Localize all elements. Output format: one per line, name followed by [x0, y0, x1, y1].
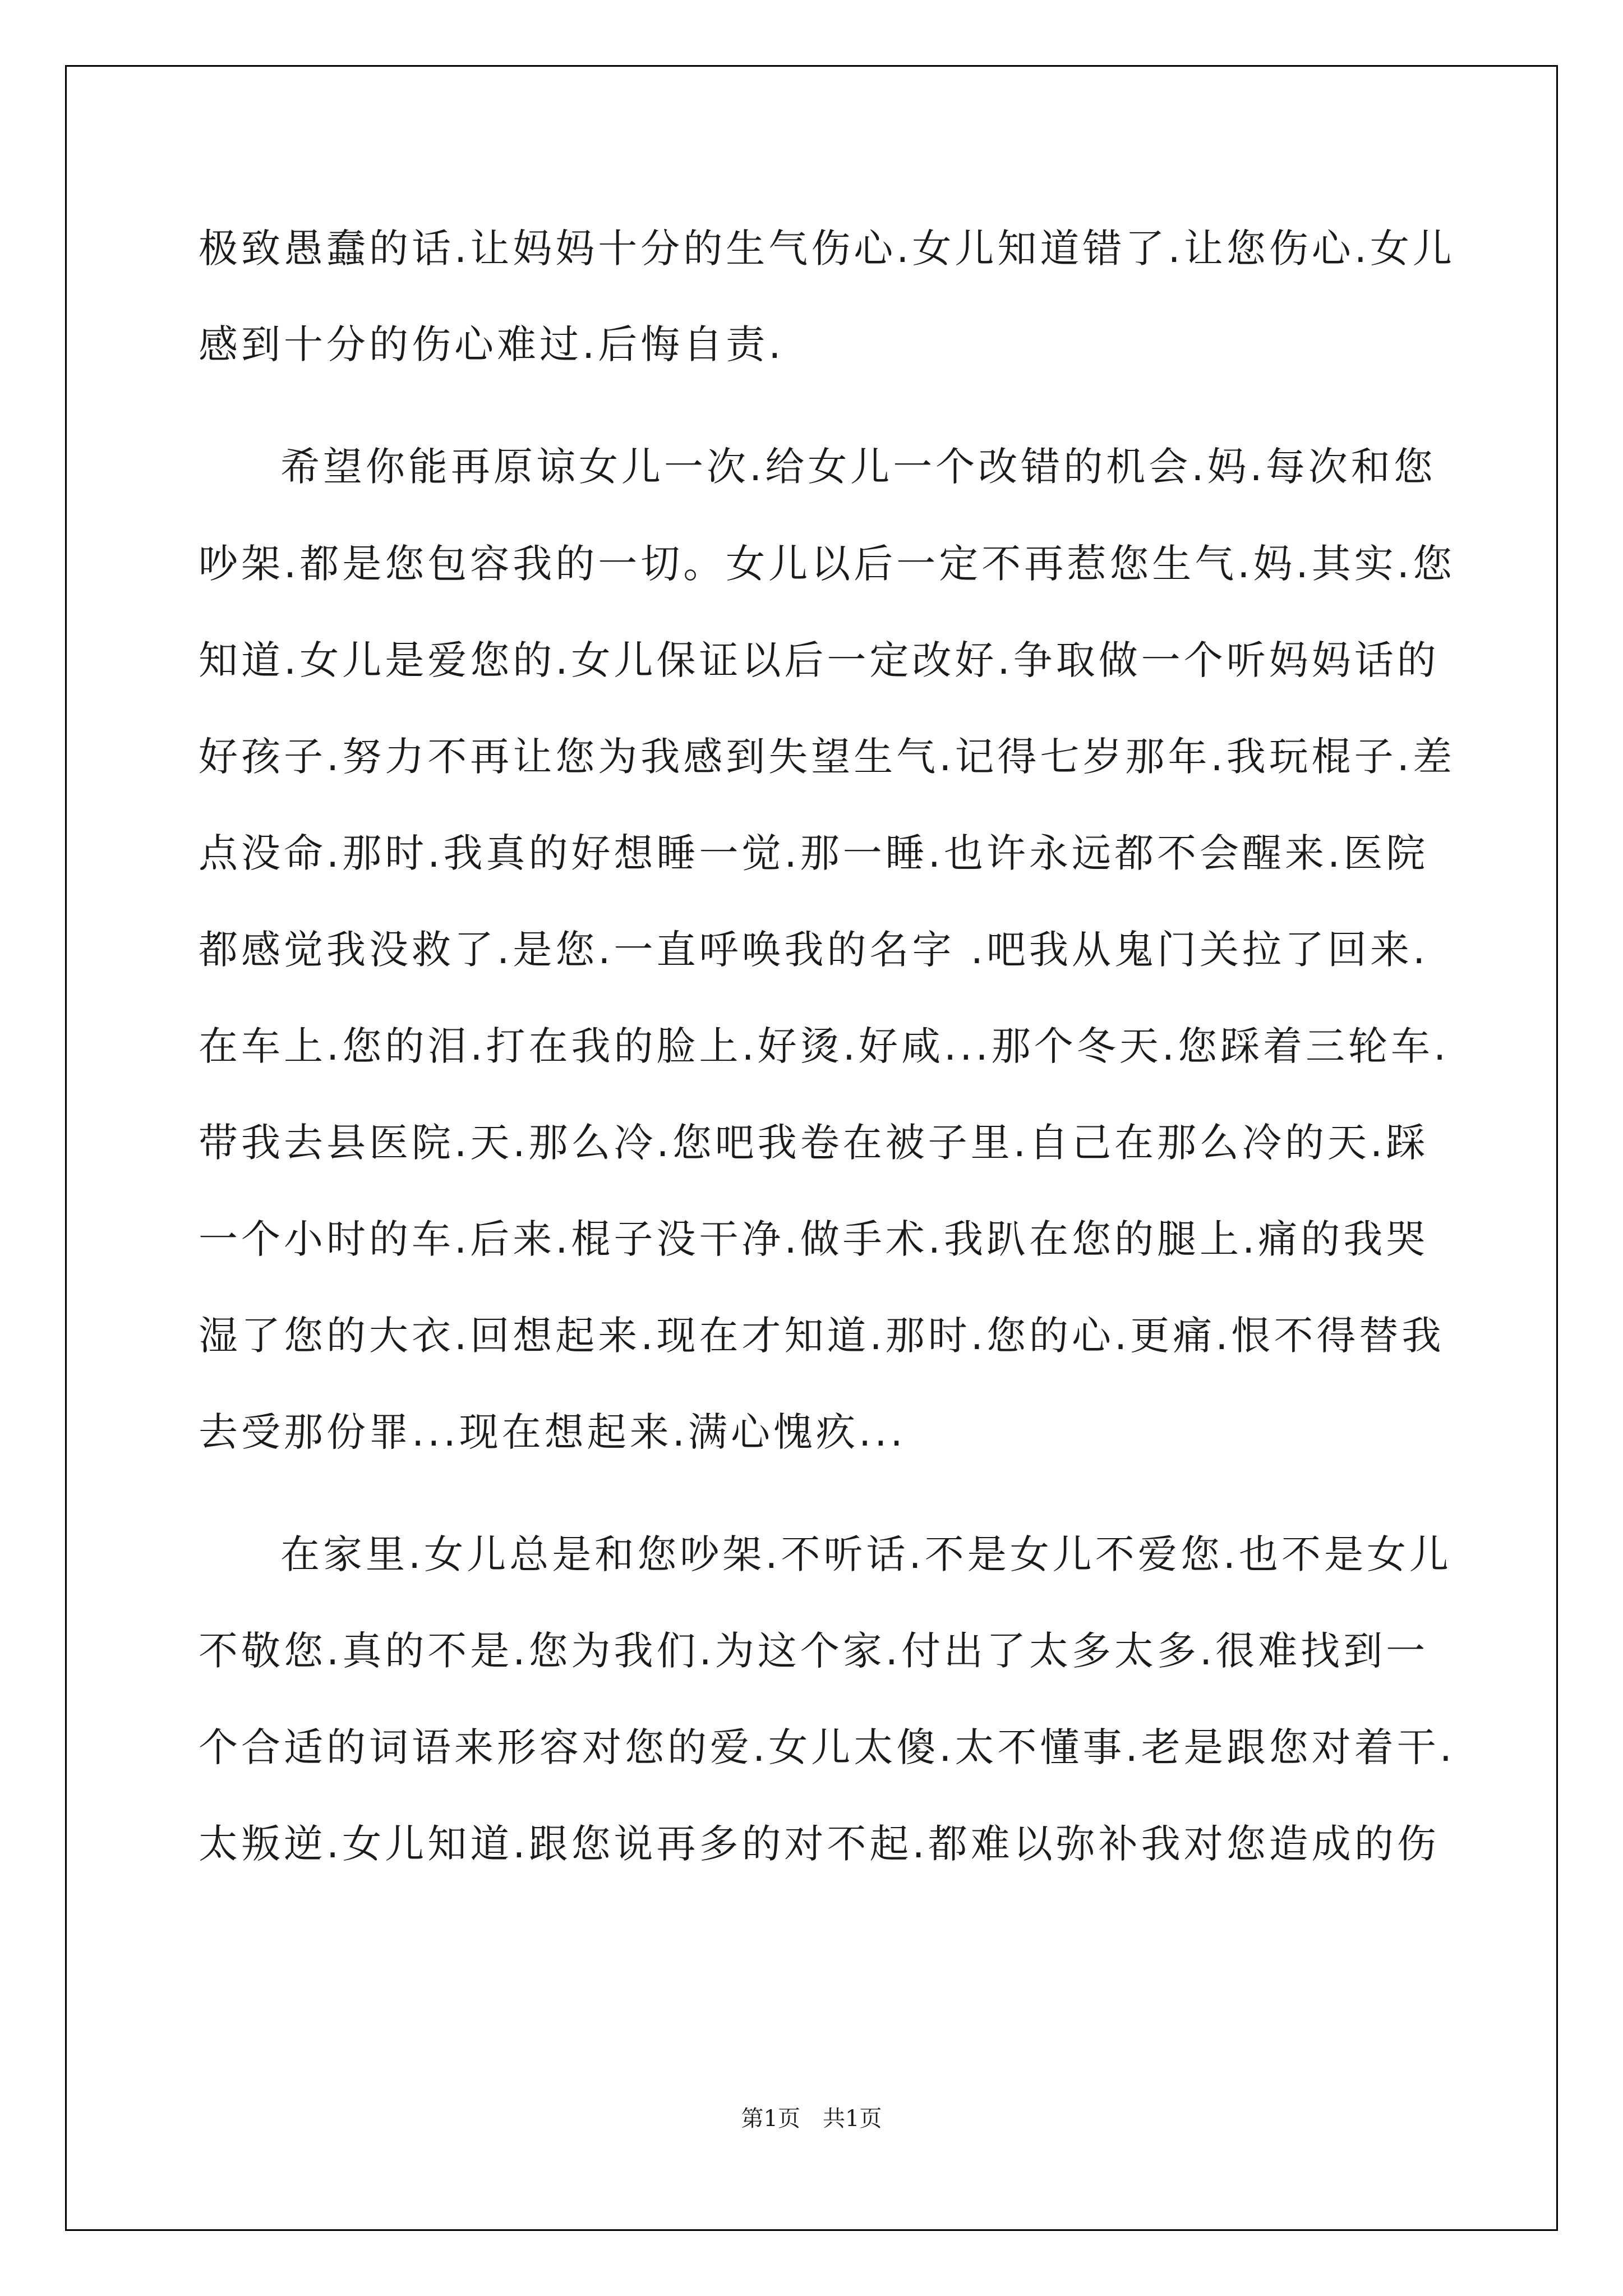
page-number: 第1页 — [741, 2106, 800, 2132]
page-footer — [0, 2105, 1623, 2133]
text-line: 带我去县医院.天.那么冷.您吧我卷在被子里.自己在那么冷的天.踩 — [199, 1120, 1429, 1166]
text-line: 点没命.那时.我真的好想睡一觉.那一睡.也许永远都不会醒来.医院 — [199, 830, 1429, 876]
text-line: 好孩子.努力不再让您为我感到失望生气.记得七岁那年.我玩棍子.差 — [199, 734, 1456, 780]
text-line: 一个小时的车.后来.棍子没干净.做手术.我趴在您的腿上.痛的我哭 — [199, 1216, 1429, 1262]
text-line: 都感觉我没救了.是您.一直呼唤我的名字 .吧我从鬼门关拉了回来. — [199, 927, 1429, 973]
text-line: 太叛逆.女儿知道.跟您说再多的对不起.都难以弥补我对您造成的伤 — [199, 1821, 1440, 1867]
text-line: 湿了您的大衣.回想起来.现在才知道.那时.您的心.更痛.恨不得替我 — [199, 1313, 1445, 1359]
paragraph-first-line: 在家里.女儿总是和您吵架.不听话.不是女儿不爱您.也不是女儿 — [280, 1531, 1453, 1577]
text-line: 感到十分的伤心难过.后悔自责. — [199, 321, 785, 367]
text-line: 个合适的词语来形容对您的爱.女儿太傻.太不懂事.老是跟您对着干. — [199, 1724, 1456, 1770]
text-line: 去受那份罪...现在想起来.满心愧疚... — [199, 1409, 906, 1455]
paragraph-first-line: 希望你能再原谅女儿一次.给女儿一个改错的机会.妈.每次和您 — [280, 444, 1436, 490]
text-line: 不敬您.真的不是.您为我们.为这个家.付出了太多太多.很难找到一 — [199, 1628, 1429, 1674]
text-line: 知道.女儿是爱您的.女儿保证以后一定改好.争取做一个听妈妈话的 — [199, 637, 1440, 683]
text-line: 在车上.您的泪.打在我的脸上.好烫.好咸...那个冬天.您踩着三轮车. — [199, 1023, 1450, 1069]
page-total: 共1页 — [823, 2106, 882, 2132]
text-line: 吵架.都是您包容我的一切。女儿以后一定不再惹您生气.妈.其实.您 — [199, 541, 1456, 587]
text-line: 极致愚蠢的话.让妈妈十分的生气伤心.女儿知道错了.让您伤心.女儿 — [199, 226, 1456, 272]
